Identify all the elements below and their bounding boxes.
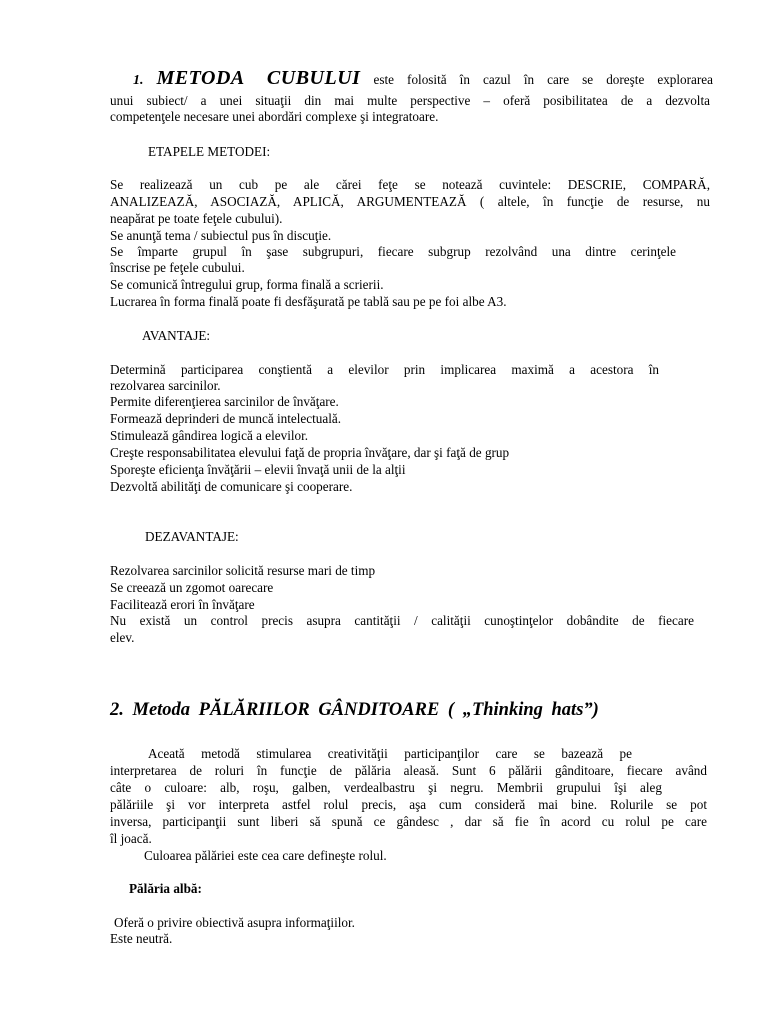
dezavantaje-line: elev. bbox=[110, 630, 135, 645]
section1-intro-first: este folosită în cazul în care se doreşte explorarea bbox=[373, 72, 713, 87]
section2-title: 2. Metoda PĂLĂRIILOR GÂNDITOARE ( „Thinking hats”) bbox=[110, 700, 599, 720]
section2-intro-line: îl joacă. bbox=[110, 831, 152, 846]
dezavantaje-line: Rezolvarea sarcinilor solicită resurse mari de timp bbox=[110, 563, 376, 578]
dezavantaje-line: Nu există un control precis asupra cantităţii / calităţii cunoştinţelor dobândite de fiecare bbox=[110, 613, 694, 628]
avantaje-line: Stimulează gândirea logică a elevilor. bbox=[110, 428, 309, 443]
dezavantaje-heading: DEZAVANTAJE: bbox=[145, 529, 239, 544]
etapele-line: Se realizează un cub pe ale cărei feţe se notează cuvintele: DESCRIE, COMPARĂ, bbox=[110, 177, 710, 192]
culoarea-line: Culoarea pălăriei este cea care defineşte rolul. bbox=[144, 848, 387, 863]
etapele-line: Lucrarea în forma finală poate fi desfăşurată pe tablă sau pe pe foi albe A3. bbox=[110, 294, 507, 309]
avantaje-line: Creşte responsabilitatea elevului faţă de propria învăţare, dar şi faţă de grup bbox=[110, 445, 510, 460]
dezavantaje-line: Se creează un zgomot oarecare bbox=[110, 580, 274, 595]
etapele-line: neapărat pe toate feţele cubului). bbox=[110, 211, 283, 226]
avantaje-line: Permite diferenţierea sarcinilor de învăţare. bbox=[110, 394, 339, 409]
section2-intro-line: câte o culoare: alb, roşu, galben, verdealbastru şi negru. Membrii grupului îşi aleg bbox=[110, 780, 662, 795]
etapele-line: Se comunică întregului grup, forma finală a scrierii. bbox=[110, 277, 384, 292]
section2-intro-line: Aceată metodă stimularea creativităţii participanţilor care se bazează pe bbox=[148, 746, 632, 761]
section1-intro-line: unui subiect/ a unei situaţii din mai multe perspective – oferă posibilitatea de a dezvolta bbox=[110, 93, 710, 108]
avantaje-heading: AVANTAJE: bbox=[142, 328, 211, 343]
avantaje-line: rezolvarea sarcinilor. bbox=[110, 378, 221, 393]
etapele-line: Se împarte grupul în şase subgrupuri, fiecare subgrup rezolvând una dintre cerinţele bbox=[110, 244, 676, 259]
section2-intro-line: pălăriile şi vor interpreta astfel rolul precis, aşa cum consideră mai bine. Rolurile se pot bbox=[110, 797, 707, 812]
etapele-heading: ETAPELE METODEI: bbox=[148, 144, 271, 159]
etapele-line: Se anunţă tema / subiectul pus în discuţie. bbox=[110, 228, 332, 243]
section2-intro-line: inversa, participanţii sunt liberi să spună ce gândesc , dar să fie în acord cu rolul pe care bbox=[110, 814, 707, 829]
section1-title: METODA CUBULUI bbox=[156, 67, 361, 89]
section1-title-line bbox=[133, 68, 713, 91]
palaria-alba-line: Este neutră. bbox=[110, 931, 173, 946]
section1-intro-line: competenţele necesare unei abordări complexe şi integratoare. bbox=[110, 109, 439, 124]
etapele-line: ANALIZEAZĂ, ASOCIAZĂ, APLICĂ, ARGUMENTEAZĂ ( altele, în funcţie de resurse, nu bbox=[110, 194, 710, 209]
section2-intro-line: interpretarea de roluri în funcţie de pălăria aleasă. Sunt 6 pălării gânditoare, fiecare având bbox=[110, 763, 707, 778]
avantaje-line: Sporeşte eficienţa învăţării – elevii învaţă unii de la alţii bbox=[110, 462, 406, 477]
palaria-alba-heading: Pălăria albă: bbox=[129, 881, 202, 896]
etapele-line: înscrise pe feţele cubului. bbox=[110, 260, 245, 275]
avantaje-line: Determină participarea conştientă a elevilor prin implicarea maximă a acestora în bbox=[110, 362, 659, 377]
dezavantaje-line: Facilitează erori în învăţare bbox=[110, 597, 255, 612]
avantaje-line: Dezvoltă abilităţi de comunicare şi cooperare. bbox=[110, 479, 353, 494]
palaria-alba-line: Oferă o privire obiectivă asupra informaţiilor. bbox=[114, 915, 355, 930]
avantaje-line: Formează deprinderi de muncă intelectuală. bbox=[110, 411, 342, 426]
section1-number: 1. bbox=[133, 73, 144, 88]
